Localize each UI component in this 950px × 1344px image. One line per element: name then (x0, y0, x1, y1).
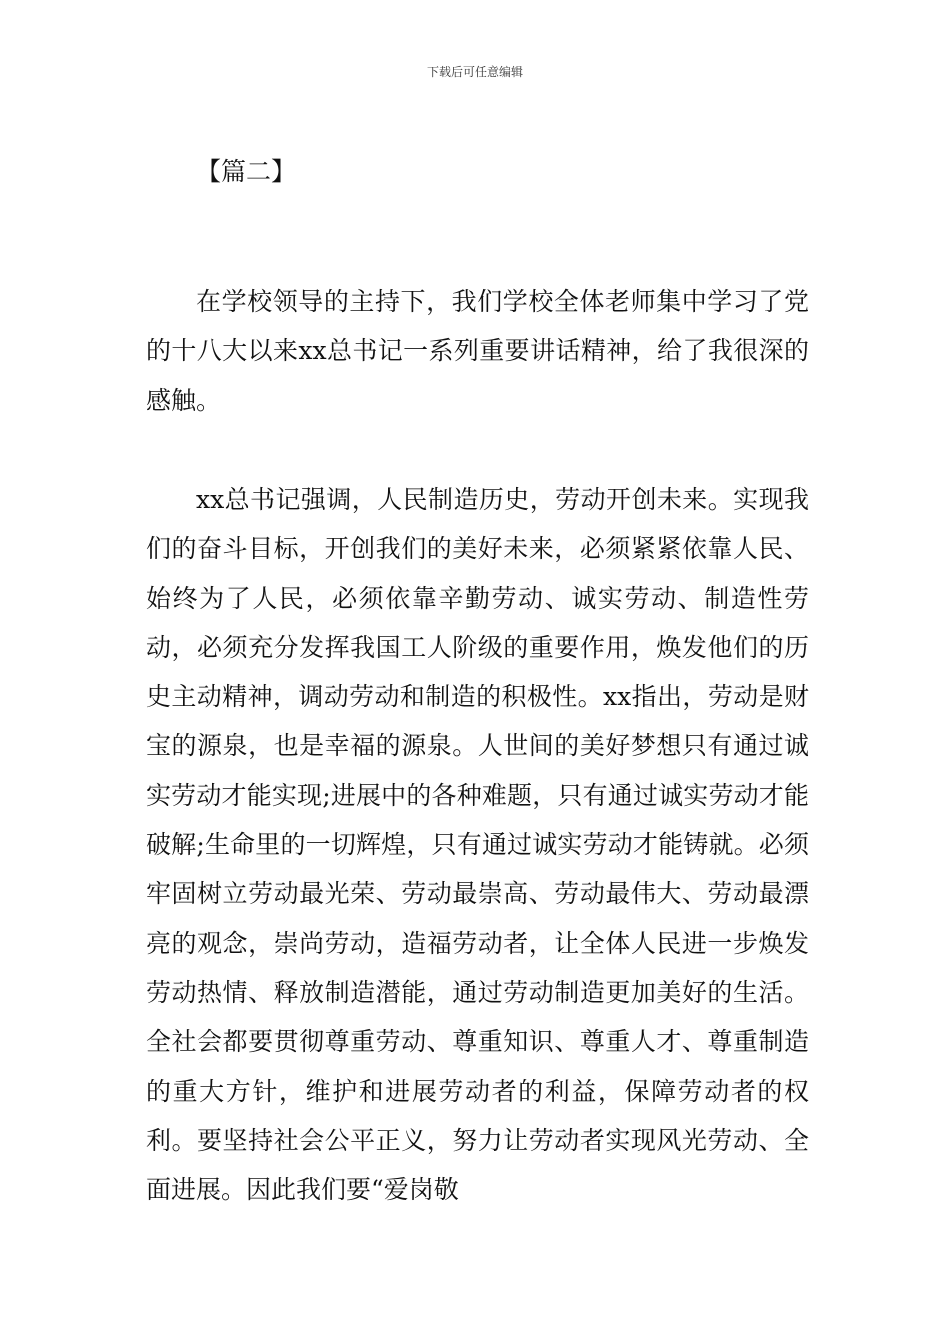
section-title: 【篇二】 (196, 157, 297, 186)
paragraph-1: 在学校领导的主持下，我们学校全体老师集中学习了党的十八大以来xx总书记一系列重要讲话精神，给了我很深的感触。 (146, 287, 809, 415)
paragraph-2: xx总书记强调，人民制造历史，劳动开创未来。实现我们的奋斗目标，开创我们的美好未来，必须紧紧依靠人民、始终为了人民，必须依靠辛勤劳动、诚实劳动、制造性劳动，必须充分发挥我国工人阶级的重要作用，焕发他们的历史主动精神，调动劳动和制造的积极性。xx指出，劳动是财宝的源泉，也是幸福的源泉。人世间的美好梦想只有通过诚实劳动才能实现;进展中的各种难题，只有通过诚实劳动才能破解;生命里的一切辉煌，只有通过诚实劳动才能铸就。必须牢固树立劳动最光荣、劳动最崇高、劳动最伟大、劳动最漂亮的观念，崇尚劳动，造福劳动者，让全体人民进一步焕发劳动热情、释放制造潜能，通过劳动制造更加美好的生活。全社会都要贯彻尊重劳动、尊重知识、尊重人才、尊重制造的重大方针，维护和进展劳动者的利益，保障劳动者的权利。要坚持社会公平正义，努力让劳动者实现风光劳动、全面进展。因此我们要“爱岗敬 (146, 485, 809, 1205)
page-header: 下载后可任意编辑 (426, 65, 523, 79)
